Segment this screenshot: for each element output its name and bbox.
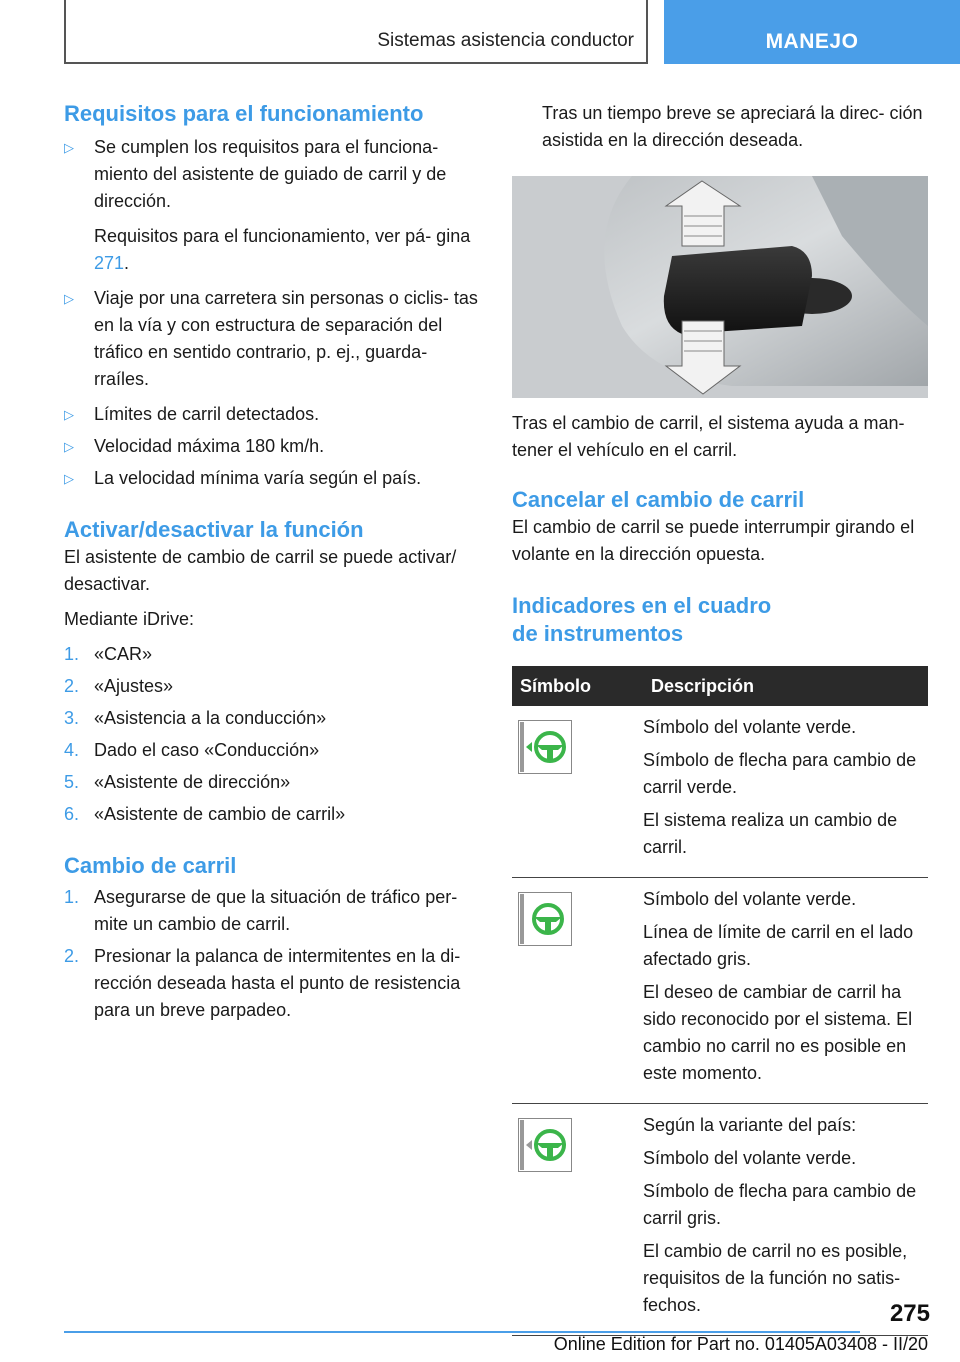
description-line: Línea de límite de carril en el lado afectado gris. xyxy=(643,922,914,969)
description-line: Símbolo del volante verde. xyxy=(643,1148,857,1168)
column-header-symbol: Símbolo xyxy=(512,666,643,706)
footer-divider xyxy=(64,1331,860,1333)
column-header-description: Descripción xyxy=(643,666,928,706)
chapter-tab[interactable] xyxy=(664,0,960,64)
table-row xyxy=(512,706,928,878)
heading-activar: Activar/desactivar la función xyxy=(64,517,364,542)
cancelar-paragraph: El cambio de carril se puede interrumpir girando el volante en la dirección opuesta. xyxy=(512,517,915,564)
triangle-bullet-icon: ▷ xyxy=(64,291,74,306)
description-line: El cambio de carril no es posible, requisitos de la función no satis- fechos. xyxy=(643,1241,908,1315)
description-line: El sistema realiza un cambio de carril. xyxy=(643,810,898,857)
triangle-bullet-icon: ▷ xyxy=(64,407,74,422)
list-item: 1. «CAR» xyxy=(64,644,153,664)
list-item: 4. Dado el caso «Conducción» xyxy=(64,740,320,760)
description-line: Símbolo de flecha para cambio de carril verde. xyxy=(643,750,917,797)
triangle-bullet-icon: ▷ xyxy=(64,439,74,454)
after-photo-paragraph: Tras el cambio de carril, el sistema ayuda a man- tener el vehículo en el carril. xyxy=(512,413,905,460)
header-box xyxy=(64,0,648,64)
description-line: Según la variante del país: xyxy=(643,1115,857,1135)
steering-wheel-grey-arrow-icon xyxy=(518,1118,572,1172)
list-item: 1. Asegurarse de que la situación de tráfico per- mite un cambio de carril. xyxy=(64,887,458,934)
description-line: Símbolo de flecha para cambio de carril gris. xyxy=(643,1181,917,1228)
bullet-text: Límites de carril detectados. xyxy=(94,404,320,424)
page-link[interactable]: 271 xyxy=(94,253,125,273)
turn-signal-lever-photo xyxy=(512,176,928,398)
activar-idrive: Mediante iDrive: xyxy=(64,609,195,629)
description-line: El deseo de cambiar de carril ha sido reconocido por el sistema. El cambio no carril no es posible en este momento. xyxy=(643,982,913,1083)
list-item xyxy=(64,134,482,277)
list-item: 6. «Asistente de cambio de carril» xyxy=(64,804,346,824)
intro-paragraph: Tras un tiempo breve se apreciará la direc- ción asistida en la dirección deseada. xyxy=(542,103,923,150)
bullet-text: Se cumplen los requisitos para el funciona- miento del asistente de guiado de carril y de dirección. xyxy=(94,137,447,211)
bullet-text: Viaje por una carretera sin personas o ciclis- tas en la vía y con estructura de separación del tráfico en sentido contrario, p. ej., guarda- rraíles. xyxy=(94,288,478,389)
bullet-text: Velocidad máxima 180 km/h. xyxy=(94,436,325,456)
steering-wheel-lane-change-icon xyxy=(518,720,572,774)
triangle-bullet-icon: ▷ xyxy=(64,471,74,486)
footer-edition: Online Edition for Part no. 01405A03408 - II/20 xyxy=(553,1334,928,1354)
heading-requisitos: Requisitos para el funcionamiento xyxy=(64,101,424,126)
list-item xyxy=(64,433,482,460)
list-item xyxy=(64,401,482,428)
right-column xyxy=(512,100,928,1336)
list-item xyxy=(64,285,482,393)
page-number: 275 xyxy=(889,1300,930,1327)
bullet-text: La velocidad mínima varía según el país. xyxy=(94,468,422,488)
heading-indicadores: Indicadores en el cuadro de instrumentos xyxy=(512,593,772,646)
section-title: Sistemas asistencia conductor xyxy=(377,30,634,51)
left-column xyxy=(64,100,482,1024)
heading-cancelar: Cancelar el cambio de carril xyxy=(512,487,805,512)
list-item: 2. «Ajustes» xyxy=(64,676,174,696)
steering-wheel-lane-line-icon xyxy=(518,892,572,946)
list-item: 3. «Asistencia a la conducción» xyxy=(64,708,327,728)
triangle-bullet-icon: ▷ xyxy=(64,140,74,155)
description-line: Símbolo del volante verde. xyxy=(643,889,857,909)
description-line: Símbolo del volante verde. xyxy=(643,717,857,737)
list-item: 5. «Asistente de dirección» xyxy=(64,772,291,792)
activar-paragraph: El asistente de cambio de carril se puede activar/ desactivar. xyxy=(64,547,457,594)
bullet-subtext: Requisitos para el funcionamiento, ver pá- gina 271. xyxy=(94,226,471,273)
heading-cambio: Cambio de carril xyxy=(64,853,237,878)
symbol-table xyxy=(512,666,928,1336)
table-row xyxy=(512,878,928,1104)
list-item: 2. Presionar la palanca de intermitentes en la di- rección deseada hasta el punto de resistencia para un breve parpadeo. xyxy=(64,946,461,1020)
list-item xyxy=(64,465,482,492)
chapter-tab-label: MANEJO xyxy=(765,30,859,53)
